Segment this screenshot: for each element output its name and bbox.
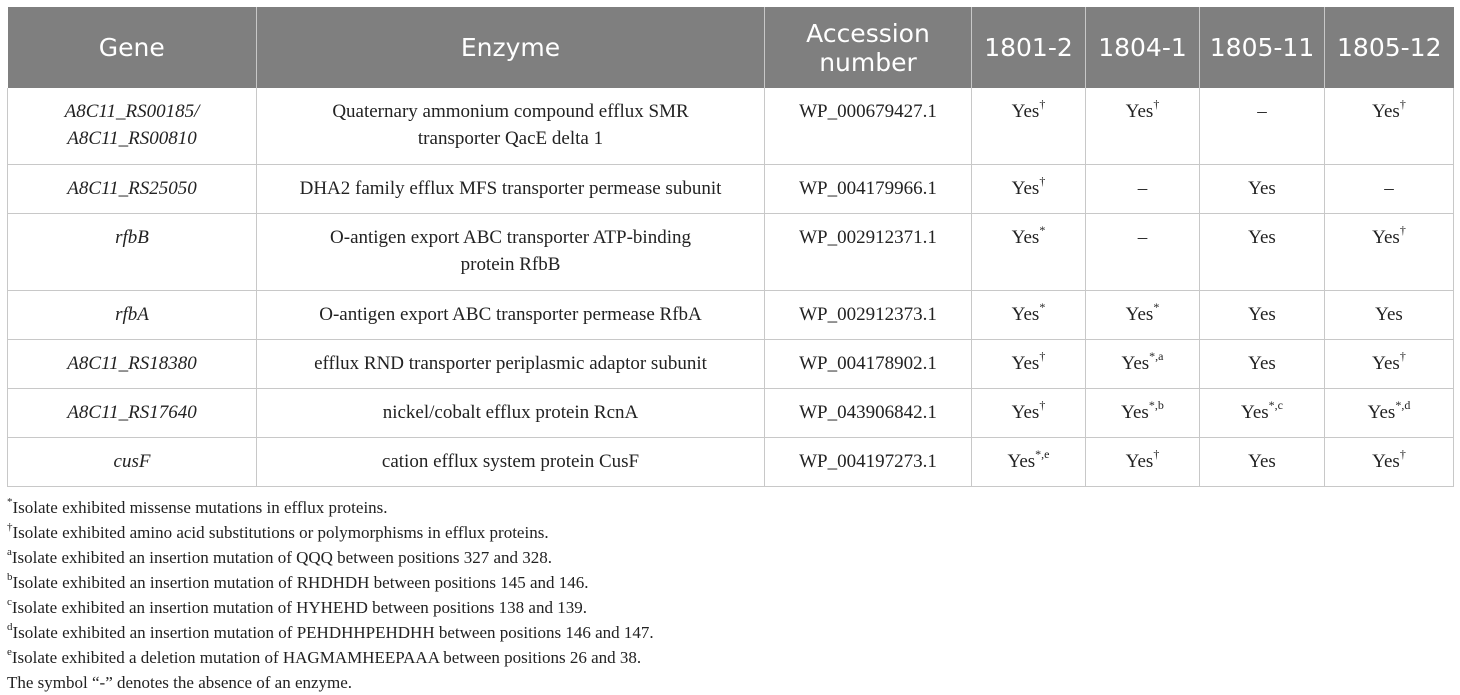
result-value: Yes	[1248, 304, 1276, 325]
footnote-mark: †	[1399, 446, 1406, 461]
footnote-mark: *	[1039, 299, 1046, 314]
gene-cell	[8, 438, 257, 487]
isolate-result-cell	[1325, 165, 1454, 214]
enzyme-name: cation efflux system protein CusF	[381, 451, 640, 472]
footnote-symbol: c	[7, 596, 12, 609]
result-value: Yes	[1125, 451, 1154, 472]
footnote-mark: †	[1039, 173, 1046, 188]
footnote	[7, 620, 1453, 645]
table-row	[8, 340, 1454, 389]
isolate-result-cell	[972, 438, 1086, 487]
result-value: Yes	[1372, 353, 1400, 374]
isolate-result-cell	[1086, 340, 1200, 389]
result-value: Yes	[1011, 304, 1040, 325]
accession-cell: WP_002912373.1	[765, 291, 972, 340]
enzyme-cell	[257, 340, 765, 389]
footnote-mark: *,a	[1149, 348, 1164, 363]
enzyme-name: DHA2 family efflux MFS transporter permease subunit	[299, 178, 722, 199]
header-accession	[765, 7, 972, 88]
footnote-mark: †	[1153, 96, 1160, 111]
result-value: Yes	[1372, 451, 1400, 472]
result-value: Yes	[1011, 353, 1040, 374]
footnote-mark: †	[1399, 222, 1406, 237]
footnote-mark: *,d	[1395, 397, 1411, 412]
result-value: Yes	[1011, 178, 1040, 199]
isolate-result-cell	[1325, 438, 1454, 487]
footnote	[7, 645, 1453, 670]
result-value: Yes	[1248, 451, 1276, 472]
result-value: Yes	[1248, 178, 1276, 199]
table-row	[8, 165, 1454, 214]
footnotes	[7, 495, 1453, 695]
accession-cell: WP_000679427.1	[765, 88, 972, 165]
result-value: –	[1384, 178, 1394, 199]
footnote-mark: †	[1153, 446, 1160, 461]
isolate-result-cell	[1325, 340, 1454, 389]
result-value: Yes	[1248, 227, 1276, 248]
gene-name: A8C11_RS25050	[67, 178, 197, 199]
result-value: Yes	[1011, 402, 1040, 423]
footnote-symbol: b	[7, 571, 13, 584]
enzyme-cell	[257, 88, 765, 165]
isolate-result-cell	[1200, 88, 1325, 165]
footnote-mark: †	[1039, 348, 1046, 363]
gene-name: rfbA	[115, 304, 149, 325]
efflux-gene-table	[7, 7, 1454, 487]
header-gene: Gene	[8, 7, 257, 88]
isolate-result-cell	[1200, 340, 1325, 389]
enzyme-name: O-antigen export ABC transporter ATP-binding	[330, 227, 691, 248]
footnote-text: Isolate exhibited a deletion mutation of HAGMAMHEEPAAA between positions 26 and 38.	[11, 648, 642, 667]
result-value: Yes	[1125, 101, 1154, 122]
footnote-mark: †	[1039, 397, 1046, 412]
isolate-result-cell	[972, 389, 1086, 438]
result-value: Yes	[1248, 353, 1276, 374]
result-value: Yes	[1125, 304, 1154, 325]
footnote	[7, 570, 1453, 595]
footnote-mark: †	[1399, 348, 1406, 363]
result-value: Yes	[1121, 353, 1150, 374]
gene-cell	[8, 389, 257, 438]
isolate-result-cell	[1200, 165, 1325, 214]
header-isolate-1805-11: 1805-11	[1200, 7, 1325, 88]
isolate-result-cell	[1200, 214, 1325, 291]
footnote	[7, 670, 1453, 695]
result-value: –	[1257, 101, 1267, 122]
gene-name: cusF	[113, 451, 151, 472]
isolate-result-cell	[972, 214, 1086, 291]
table-row	[8, 291, 1454, 340]
footnote	[7, 595, 1453, 620]
footnote-mark: †	[1039, 96, 1046, 111]
result-value: –	[1137, 227, 1148, 248]
isolate-result-cell	[972, 291, 1086, 340]
table-row	[8, 88, 1454, 165]
isolate-result-cell	[972, 88, 1086, 165]
enzyme-name: nickel/cobalt efflux protein RcnA	[382, 402, 639, 423]
footnote-text: Isolate exhibited an insertion mutation of RHDHDH between positions 145 and 146.	[12, 573, 589, 592]
gene-cell	[8, 165, 257, 214]
footnote-mark: *	[1153, 299, 1160, 314]
result-value: Yes	[1375, 304, 1403, 325]
enzyme-name: O-antigen export ABC transporter permease RfbA	[319, 304, 702, 325]
result-value: Yes	[1372, 101, 1400, 122]
gene-cell	[8, 88, 257, 165]
footnote-symbol: e	[7, 646, 12, 659]
footnote-symbol: †	[7, 521, 13, 534]
isolate-result-cell	[1200, 438, 1325, 487]
result-value: Yes	[1007, 451, 1036, 472]
footnote-symbol: *	[7, 496, 13, 509]
footnote-text: Isolate exhibited missense mutations in efflux proteins.	[12, 498, 388, 517]
gene-name: A8C11_RS00810	[67, 128, 197, 149]
isolate-result-cell	[1086, 291, 1200, 340]
footnote	[7, 495, 1453, 520]
result-value: Yes	[1011, 101, 1040, 122]
result-value: Yes	[1121, 402, 1149, 423]
header-enzyme: Enzyme	[257, 7, 765, 88]
gene-cell	[8, 340, 257, 389]
footnote-text: Isolate exhibited an insertion mutation of QQQ between positions 327 and 328.	[11, 548, 553, 567]
footnote-mark: *	[1039, 222, 1046, 237]
isolate-result-cell	[1086, 214, 1200, 291]
isolate-result-cell	[1325, 389, 1454, 438]
isolate-result-cell	[1200, 291, 1325, 340]
footnote-text: Isolate exhibited an insertion mutation of HYHEHD between positions 138 and 139.	[11, 598, 587, 617]
table-row	[8, 438, 1454, 487]
isolate-result-cell	[1325, 214, 1454, 291]
isolate-result-cell	[1325, 88, 1454, 165]
result-value: Yes	[1367, 402, 1396, 423]
footnote-mark: *,c	[1268, 397, 1283, 412]
footnote-symbol: a	[7, 546, 12, 559]
footnote	[7, 545, 1453, 570]
isolate-result-cell	[1086, 88, 1200, 165]
accession-cell: WP_043906842.1	[765, 389, 972, 438]
isolate-result-cell	[972, 165, 1086, 214]
enzyme-cell	[257, 165, 765, 214]
header-accession-label: Accession number	[806, 18, 930, 77]
gene-name: A8C11_RS00185/	[64, 101, 200, 122]
isolate-result-cell	[1086, 389, 1200, 438]
enzyme-cell	[257, 291, 765, 340]
header-isolate-1804-1: 1804-1	[1086, 7, 1200, 88]
result-value: Yes	[1372, 227, 1400, 248]
result-value: –	[1137, 178, 1148, 199]
enzyme-name: protein RfbB	[460, 254, 561, 275]
footnote-text: Isolate exhibited an insertion mutation of PEHDHHPEHDHH between positions 146 and 147.	[12, 623, 654, 642]
footnote-mark: *,e	[1035, 446, 1050, 461]
footnote-mark: †	[1399, 96, 1406, 111]
isolate-result-cell	[1200, 389, 1325, 438]
accession-cell: WP_004197273.1	[765, 438, 972, 487]
accession-cell: WP_004178902.1	[765, 340, 972, 389]
header-isolate-1801-2: 1801-2	[972, 7, 1086, 88]
isolate-result-cell	[972, 340, 1086, 389]
footnote-text: The symbol “-” denotes the absence of an enzyme.	[7, 673, 353, 692]
gene-name: A8C11_RS18380	[67, 353, 197, 374]
table-row	[8, 389, 1454, 438]
isolate-result-cell	[1086, 165, 1200, 214]
enzyme-cell	[257, 389, 765, 438]
enzyme-name: efflux RND transporter periplasmic adaptor subunit	[314, 353, 707, 374]
isolate-result-cell	[1086, 438, 1200, 487]
result-value: Yes	[1241, 402, 1269, 423]
enzyme-cell	[257, 214, 765, 291]
isolate-result-cell	[1325, 291, 1454, 340]
table-row	[8, 214, 1454, 291]
gene-name: A8C11_RS17640	[67, 402, 197, 423]
header-isolate-1805-12: 1805-12	[1325, 7, 1454, 88]
footnote	[7, 520, 1453, 545]
gene-cell	[8, 214, 257, 291]
enzyme-name: transporter QacE delta 1	[417, 128, 604, 149]
footnote-text: Isolate exhibited amino acid substitutions or polymorphisms in efflux proteins.	[12, 523, 549, 542]
enzyme-cell	[257, 438, 765, 487]
gene-cell	[8, 291, 257, 340]
footnote-mark: *,b	[1148, 397, 1164, 412]
enzyme-name: Quaternary ammonium compound efflux SMR	[332, 101, 689, 122]
gene-name: rfbB	[115, 227, 149, 248]
result-value: Yes	[1011, 227, 1040, 248]
accession-cell: WP_004179966.1	[765, 165, 972, 214]
accession-cell: WP_002912371.1	[765, 214, 972, 291]
header-row	[8, 7, 1454, 88]
table-container	[7, 7, 1453, 695]
footnote-symbol: d	[7, 621, 13, 634]
